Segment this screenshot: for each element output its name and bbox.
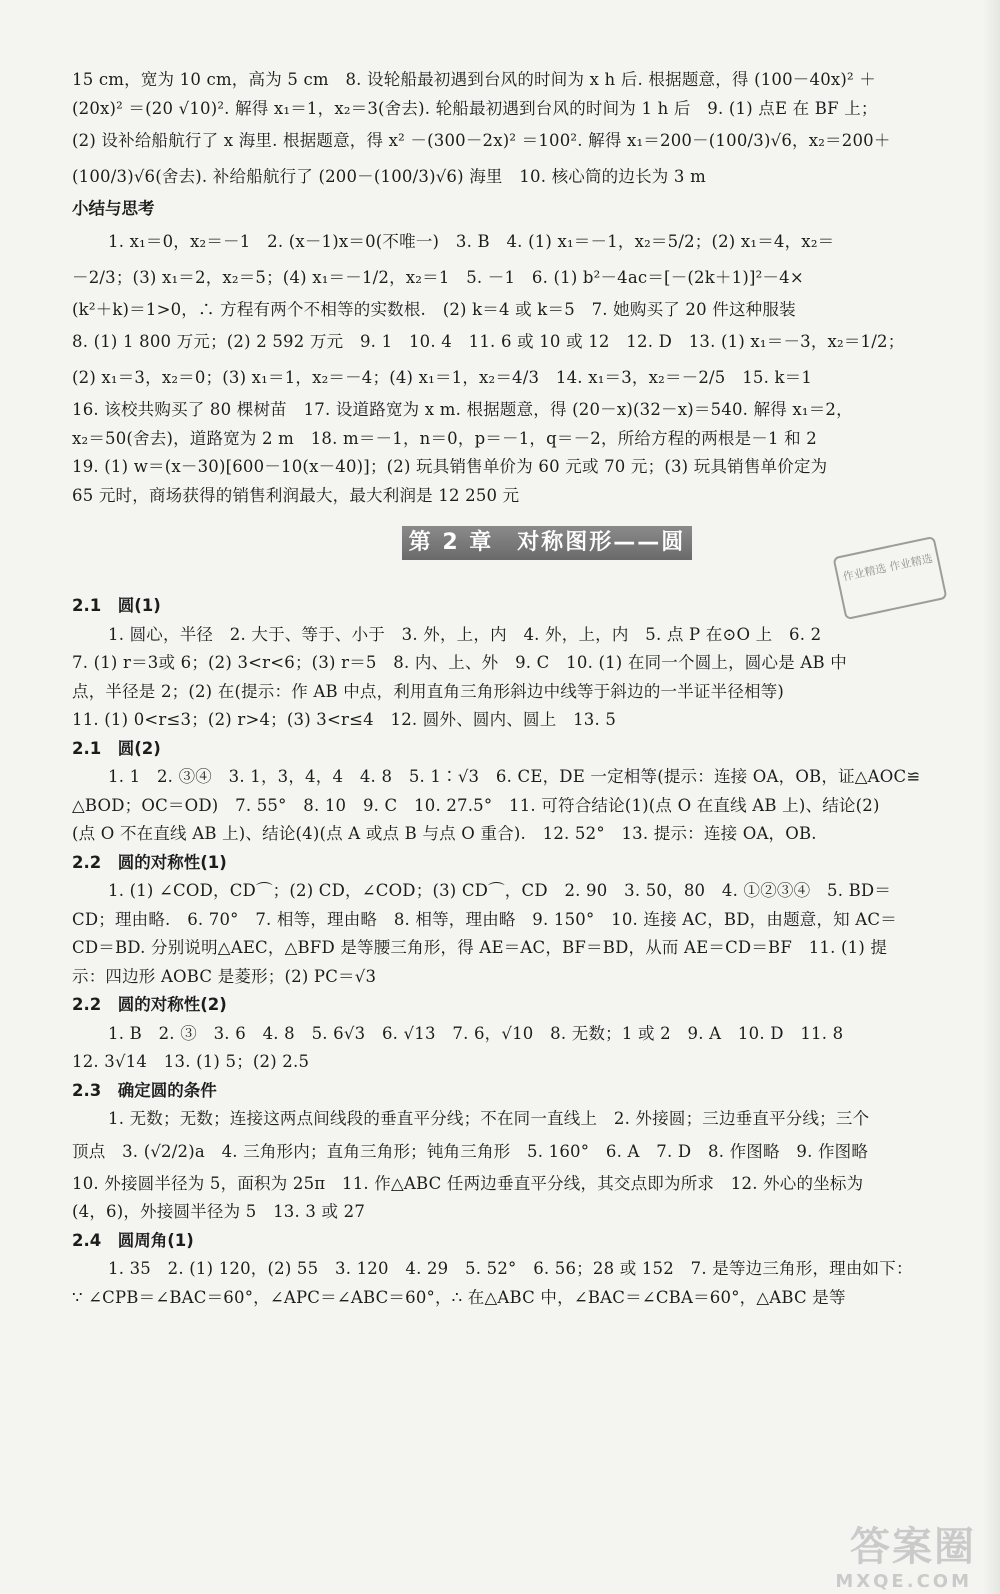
section-2-1-b bbox=[72, 735, 944, 849]
text-line: (4，6)，外接圆半径为 5 13. 3 或 27 bbox=[72, 1202, 366, 1221]
text-line: (2) 设补给船航行了 x 海里. 根据题意，得 x² －(300－2x)² ＝100². 解得 x₁＝200－(100/3)√6，x₂＝200＋ bbox=[72, 131, 891, 150]
section-2-2-a bbox=[72, 849, 944, 992]
text-line: △BOD；OC＝OD) 7. 55° 8. 10 9. C 10. 27.5° 11. 可符合结论(1)(点 O 在直线 AB 上)、结论(2) bbox=[72, 795, 880, 815]
text-line: 8. (1) 1 800 万元；(2) 2 592 万元 9. 1 10. 4 11. 6 或 10 或 12 12. D 13. (1) x₁＝－3，x₂＝1/2； bbox=[72, 332, 905, 351]
text-line: 1. B 2. ③ 3. 6 4. 8 5. 6√3 6. √13 7. 6，√10 8. 无数；1 或 2 9. A 10. D 11. 8 bbox=[108, 1023, 844, 1043]
section-heading: 2.2 圆的对称性(1) bbox=[72, 852, 227, 872]
text-line: 1. (1) ∠COD，CD⌒；(2) CD，∠COD；(3) CD⌒，CD 2. 90 3. 50，80 4. ①②③④ 5. BD＝ bbox=[108, 881, 892, 900]
answer-page bbox=[72, 66, 944, 1312]
text-line: 示：四边形 AOBC 是菱形；(2) PC＝√3 bbox=[72, 966, 377, 986]
text-line: 1. 圆心，半径 2. 大于、等于、小于 3. 外，上，内 4. 外，上，内 5. 点 P 在⊙O 上 6. 2 bbox=[108, 624, 822, 644]
text-line: ∵ ∠CPB＝∠BAC＝60°，∠APC＝∠ABC＝60°，∴ 在△ABC 中，∠BAC＝∠CBA＝60°，△ABC 是等 bbox=[72, 1287, 846, 1307]
text-line: CD＝BD. 分别说明△AEC，△BFD 是等腰三角形，得 AE＝AC，BF＝BD，从而 AE＝CD＝BF 11. (1) 提 bbox=[72, 938, 888, 957]
chapter-banner bbox=[72, 510, 944, 592]
text-line: －2/3；(3) x₁＝2，x₂＝5；(4) x₁＝－1/2，x₂＝1 5. －1 6. (1) b²－4ac＝[－(2k＋1)]²－4× bbox=[72, 267, 804, 287]
section-heading: 2.1 圆(2) bbox=[72, 738, 161, 758]
text-line: 点，半径是 2；(2) 在(提示：作 AB 中点，利用直角三角形斜边中线等于斜边的一半证半径相等) bbox=[72, 681, 785, 701]
watermark-url: MXQE.COM bbox=[835, 1571, 972, 1592]
text-line: (k²＋k)＝1>0，∴ 方程有两个不相等的实数根. (2) k＝4 或 k＝5 7. 她购买了 20 件这种服装 bbox=[72, 299, 796, 319]
section-heading: 2.1 圆(1) bbox=[72, 596, 161, 615]
section-2-2-b bbox=[72, 991, 944, 1077]
text-line: 顶点 3. (√2/2)a 4. 三角形内；直角三角形；钝角三角形 5. 160° 6. A 7. D 8. 作图略 9. 作图略 bbox=[72, 1141, 869, 1161]
text-line: 65 元时，商场获得的销售利润最大，最大利润是 12 250 元 bbox=[72, 485, 520, 505]
text-line: 12. 3√14 13. (1) 5；(2) 2.5 bbox=[72, 1052, 310, 1071]
summary-block bbox=[72, 224, 944, 511]
intro-block bbox=[72, 66, 944, 195]
section-heading: 2.4 圆周角(1) bbox=[72, 1230, 194, 1250]
text-line: 1. 35 2. (1) 120，(2) 55 3. 120 4. 29 5. 52° 6. 56；28 或 152 7. 是等边三角形，理由如下： bbox=[108, 1259, 913, 1278]
section-heading: 小结与思考 bbox=[72, 199, 155, 218]
section-heading: 2.3 确定圆的条件 bbox=[72, 1080, 217, 1100]
chapter-title: 第 2 章 对称图形——圆 bbox=[402, 526, 692, 560]
stamp-text: 作业精选 作业精选 bbox=[841, 551, 934, 584]
text-line: 1. 无数；无数；连接这两点间线段的垂直平分线；不在同一直线上 2. 外接圆；三边垂直平分线；三个 bbox=[108, 1109, 870, 1128]
text-line: (2) x₁＝3，x₂＝0；(3) x₁＝1，x₂＝－4；(4) x₁＝1，x₂＝4/3 14. x₁＝3，x₂＝－2/5 15. k＝1 bbox=[72, 368, 813, 387]
text-line: 19. (1) w＝(x－30)[600－10(x－40)]；(2) 玩具销售单价为 60 元或 70 元；(3) 玩具销售单价定为 bbox=[72, 457, 828, 476]
text-line: CD；理由略. 6. 70° 7. 相等，理由略 8. 相等，理由略 9. 150° 10. 连接 AC，BD，由题意，知 AC＝ bbox=[72, 909, 897, 929]
text-line: 1. 1 2. ③④ 3. 1，3，4，4 4. 8 5. 1∶√3 6. CE，DE 一定相等(提示：连接 OA，OB，证△AOC≌ bbox=[108, 767, 921, 786]
text-line: 11. (1) 0<r≤3；(2) r>4；(3) 3<r≤4 12. 圆外、圆内、圆上 13. 5 bbox=[72, 710, 617, 729]
text-line: (20x)² ＝(20 √10)². 解得 x₁＝1，x₂＝3(舍去). 轮船最初遇到台风的时间为 1 h 后 9. (1) 点E 在 BF 上； bbox=[72, 98, 878, 118]
section-2-1-a bbox=[72, 592, 944, 735]
text-line: 15 cm，宽为 10 cm，高为 5 cm 8. 设轮船最初遇到台风的时间为 x h 后. 根据题意，得 (100－40x)² ＋ bbox=[72, 70, 876, 89]
text-line: 1. x₁＝0，x₂＝－1 2. (x－1)x＝0(不唯一) 3. B 4. (1) x₁＝－1，x₂＝5/2；(2) x₁＝4，x₂＝ bbox=[108, 231, 835, 251]
text-line: (点 O 不在直线 AB 上)、结论(4)(点 A 或点 B 与点 O 重合). 12. 52° 13. 提示：连接 OA，OB. bbox=[72, 824, 817, 843]
text-line: 16. 该校共购买了 80 棵树苗 17. 设道路宽为 x m. 根据题意，得 (20－x)(32－x)＝540. 解得 x₁＝2， bbox=[72, 400, 853, 419]
section-heading: 2.2 圆的对称性(2) bbox=[72, 995, 227, 1014]
watermark-logo: 答案圈 bbox=[850, 1524, 976, 1570]
section-2-4 bbox=[72, 1227, 944, 1313]
page-edge-shadow bbox=[982, 0, 1000, 1594]
text-line: 7. (1) r＝3或 6；(2) 3<r<6；(3) r＝5 8. 内、上、外 9. C 10. (1) 在同一个圆上，圆心是 AB 中 bbox=[72, 653, 847, 672]
text-line: x₂＝50(舍去)，道路宽为 2 m 18. m＝－1，n＝0，p＝－1，q＝－2，所给方程的两根是－1 和 2 bbox=[72, 428, 817, 448]
section-2-3 bbox=[72, 1077, 944, 1227]
text-line: (100/3)√6(舍去). 补给船航行了 (200－(100/3)√6) 海里 10. 核心筒的边长为 3 m bbox=[72, 167, 706, 186]
text-line: 10. 外接圆半径为 5，面积为 25π 11. 作△ABC 任两边垂直平分线，其交点即为所求 12. 外心的坐标为 bbox=[72, 1173, 864, 1193]
